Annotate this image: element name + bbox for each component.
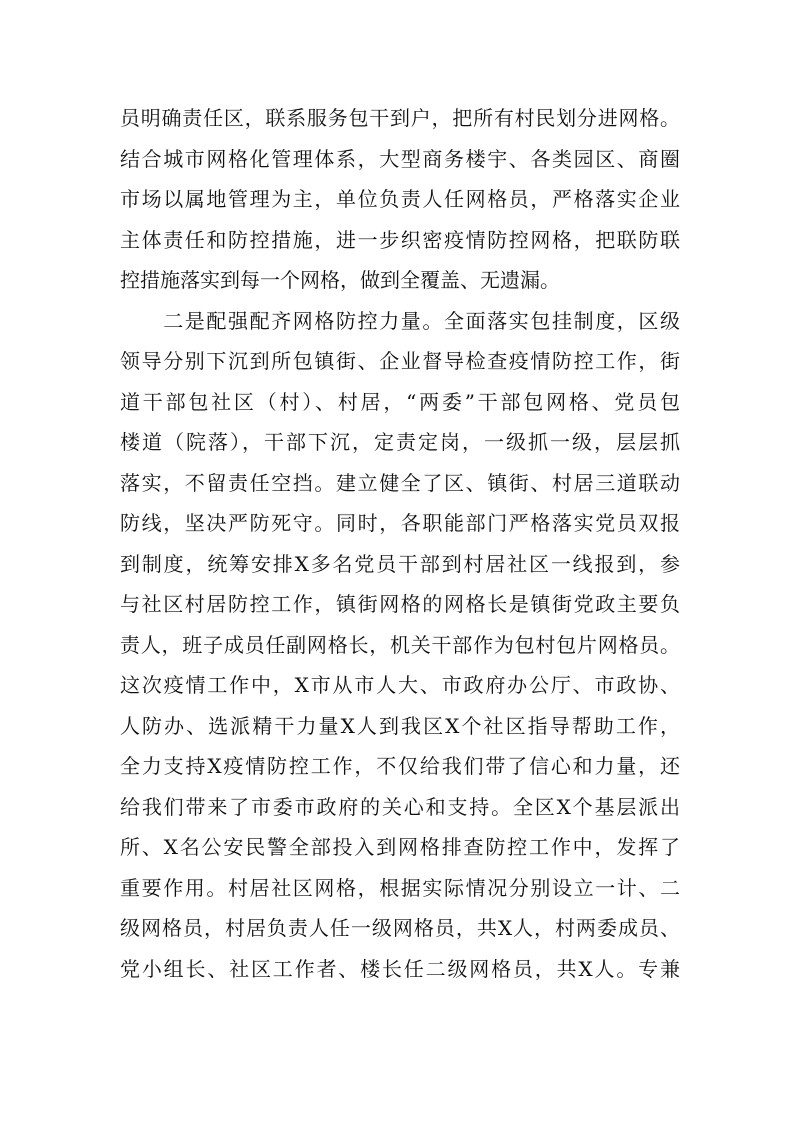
text-line: 级网格员，村居负责人任一级网格员，共X人，村两委成员、 bbox=[120, 916, 680, 940]
text-line: 防线，坚决严防死守。同时，各职能部门严格落实党员双报 bbox=[120, 511, 680, 535]
text-line: 人防办、选派精干力量X人到我区X个社区指导帮助工作， bbox=[120, 713, 680, 738]
text-line: 全力支持X疫情防控工作，不仅给我们带了信心和力量，还 bbox=[120, 754, 680, 778]
text-line: 党小组长、社区工作者、楼长任二级网格员，共X人。专兼 bbox=[120, 956, 680, 981]
text-line: 责人，班子成员任副网格长，机关干部作为包村包片网格员。 bbox=[120, 632, 680, 657]
text-line: 落实，不留责任空挡。建立健全了区、镇街、村居三道联动 bbox=[120, 470, 680, 495]
text-line: 市场以属地管理为主，单位负责人任网格员，严格落实企业 bbox=[120, 187, 680, 211]
text-line: 与社区村居防控工作，镇街网格的网格长是镇街党政主要负 bbox=[120, 592, 680, 616]
text-line: 主体责任和防控措施，进一步织密疫情防控网格，把联防联 bbox=[120, 227, 680, 252]
paragraph-end-line: 控措施落实到每一个网格，做到全覆盖、无遗漏。 bbox=[120, 268, 560, 292]
text-line: 领导分别下沉到所包镇街、企业督导检查疫情防控工作，街 bbox=[120, 349, 680, 373]
text-line: 楼道（院落），干部下沉，定责定岗，一级抓一级，层层抓 bbox=[120, 430, 680, 454]
text-line: 结合城市网格化管理体系，大型商务楼宇、各类园区、商圈 bbox=[120, 146, 680, 171]
paragraph-first-line: 二是配强配齐网格防控力量。全面落实包挂制度，区级 bbox=[120, 308, 680, 333]
text-line: 重要作用。村居社区网格，根据实际情况分别设立一计、二 bbox=[120, 875, 680, 900]
text-line: 给我们带来了市委市政府的关心和支持。全区X个基层派出 bbox=[120, 794, 680, 819]
text-line: 这次疫情工作中，X市从市人大、市政府办公厅、市政协、 bbox=[120, 673, 680, 697]
text-line: 到制度，统筹安排X多名党员干部到村居社区一线报到，参 bbox=[120, 551, 680, 576]
body-text bbox=[120, 98, 680, 989]
text-line: 道干部包社区（村）、村居，“两委”干部包网格、党员包 bbox=[120, 389, 680, 414]
text-line: 所、X名公安民警全部投入到网格排查防控工作中，发挥了 bbox=[120, 835, 680, 859]
text-line: 员明确责任区，联系服务包干到户，把所有村民划分进网格。 bbox=[120, 106, 680, 130]
